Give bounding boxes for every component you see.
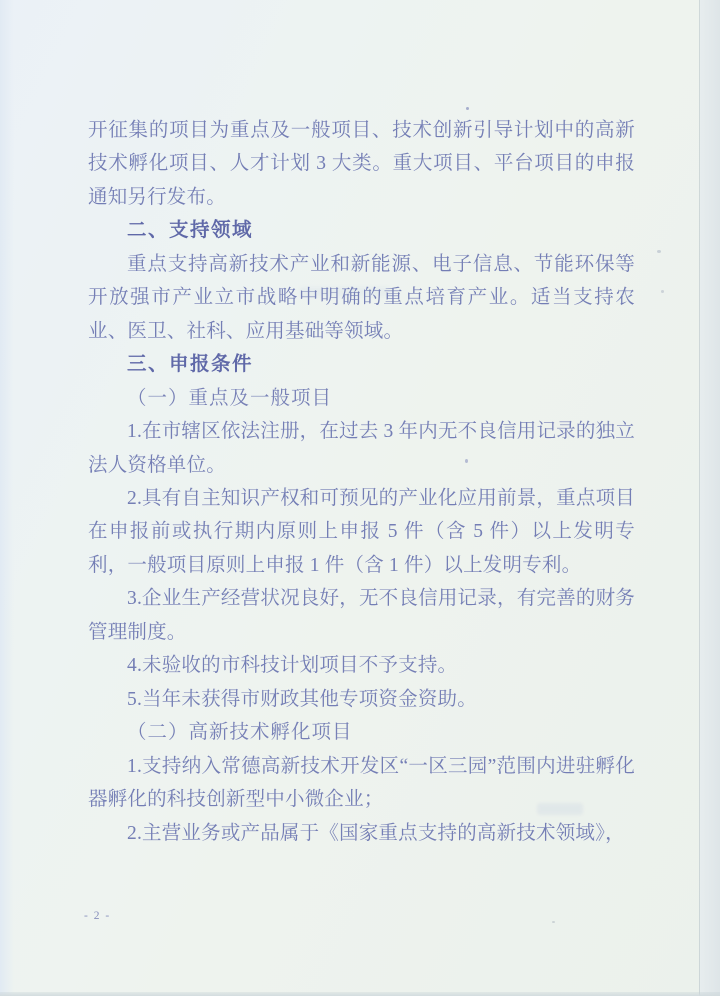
section-heading-support-areas: 二、支持领域 <box>127 219 254 242</box>
condition-item-3: 3.企业生产经营状况良好，无不良信用记录，有完善的财务管理制度。 <box>88 588 635 643</box>
paragraph-project-categories: 开征集的项目为重点及一般项目、技术创新引导计划中的高新技术孵化项目、人才计划 3 大类。重大项目、平台项目的申报通知另行发布。 <box>88 120 635 208</box>
page-right-edge-shadow <box>699 0 720 996</box>
scan-speck <box>661 290 664 293</box>
scan-speck <box>657 250 661 253</box>
condition-item-1: 1.在市辖区依法注册，在过去 3 年内无不良信用记录的独立法人资格单位。 <box>88 421 635 476</box>
condition-item-5: 5.当年未获得市财政其他专项资金资助。 <box>127 688 477 710</box>
incubation-item-2: 2.主营业务或产品属于《国家重点支持的高新技术领域》， <box>127 822 625 844</box>
condition-item-2: 2.具有自主知识产权和可预见的产业化应用前景，重点项目在申报前或执行期内原则上申报 5 件（含 5 件）以上发明专利，一般项目原则上申报 1 件（含 1 件）以上发明专利。 <box>88 487 635 576</box>
subheading-hightech-incubation-projects: （二）高新技术孵化项目 <box>127 722 353 744</box>
page-number: - 2 - <box>84 910 111 922</box>
scan-speck <box>552 921 555 923</box>
scan-speck <box>466 107 469 110</box>
subheading-key-and-general-projects: （一）重点及一般项目 <box>127 387 333 409</box>
document-body <box>88 114 635 850</box>
incubation-item-1: 1.支持纳入常德高新技术开发区“一区三园”范围内进驻孵化器孵化的科技创新型中小微企业； <box>88 755 635 811</box>
section-heading-application-conditions: 三、申报条件 <box>127 353 254 376</box>
paragraph-support-areas: 重点支持高新技术产业和新能源、电子信息、节能环保等开放强市产业立市战略中明确的重点培育产业。适当支持农业、医卫、社科、应用基础等领域。 <box>88 253 635 342</box>
condition-item-4: 4.未验收的市科技计划项目不予支持。 <box>127 655 458 677</box>
page-bottom-edge-shadow <box>0 992 720 996</box>
